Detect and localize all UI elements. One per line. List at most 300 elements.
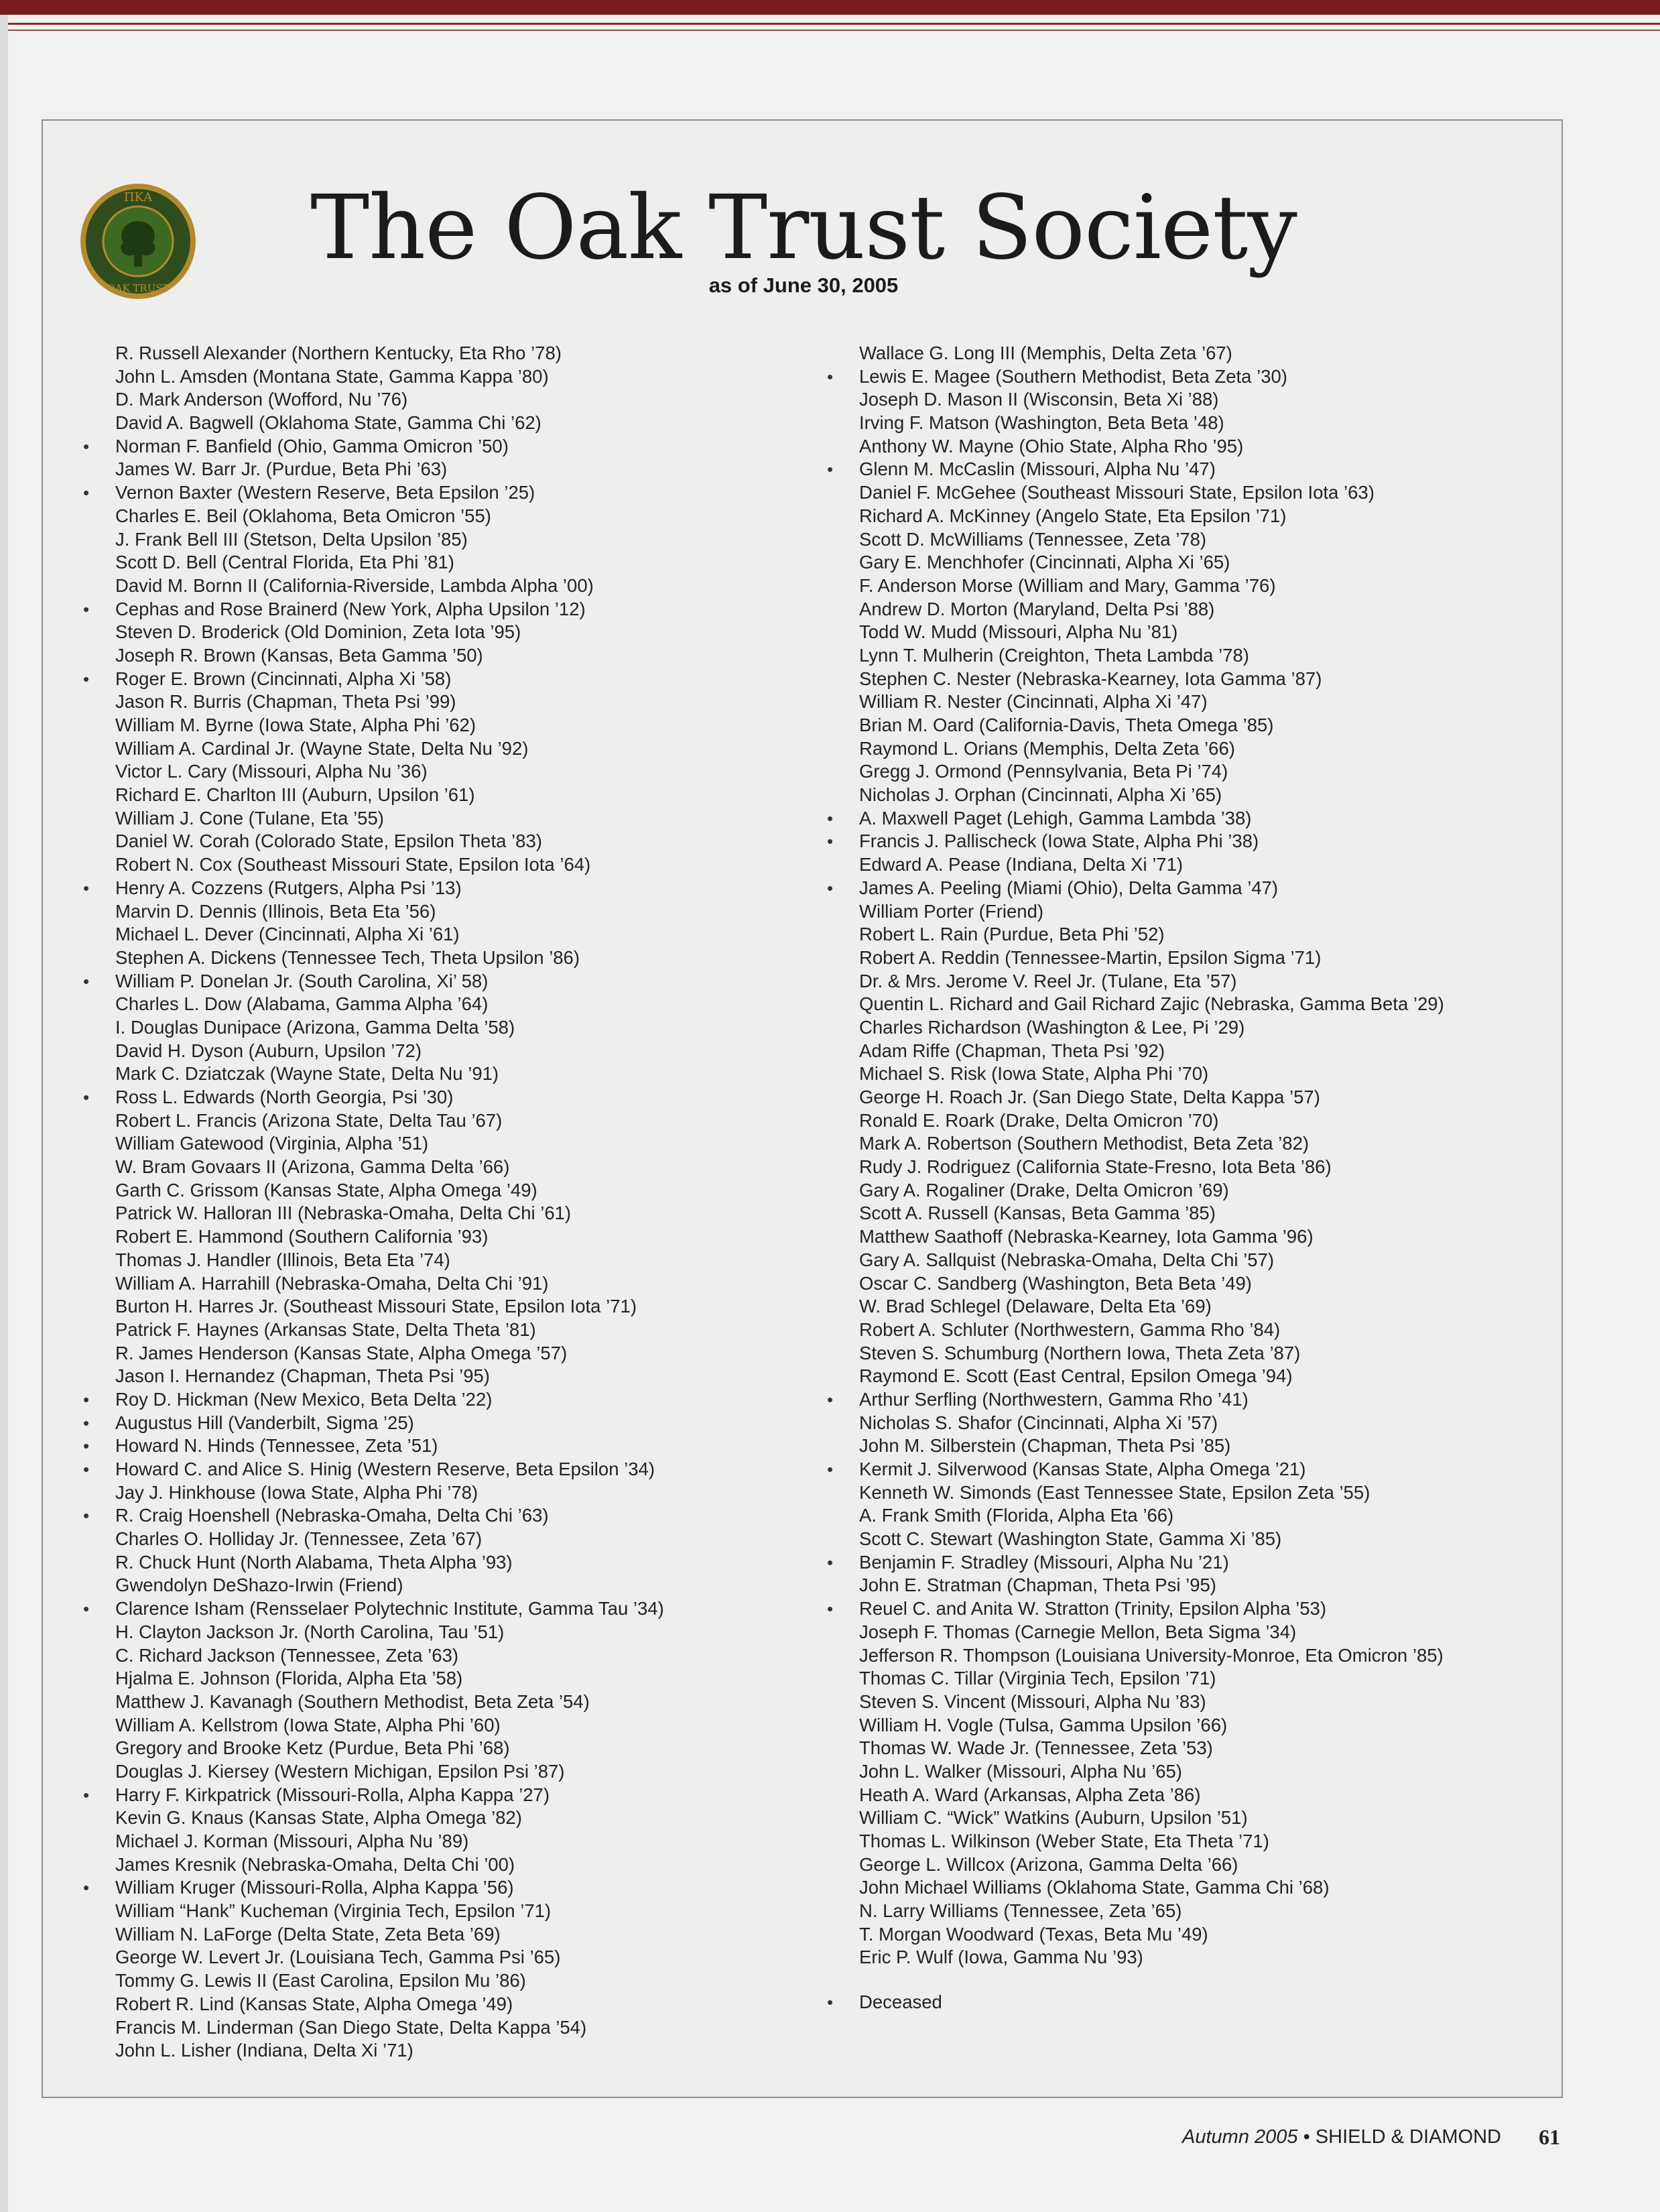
member-name: Patrick F. Haynes (Arkansas State, Delta Theta ’81) (115, 1318, 536, 1340)
member-name: Roy D. Hickman (New Mexico, Beta Delta ’22) (115, 1388, 493, 1410)
member-name: Robert L. Francis (Arizona State, Delta Tau ’67) (115, 1109, 503, 1131)
member-entry (115, 1132, 664, 1156)
member-name: Robert A. Reddin (Tennessee-Martin, Epsilon Sigma ’71) (859, 946, 1322, 968)
page-subtitle: as of June 30, 2005 (708, 273, 899, 297)
member-entry (859, 1434, 1444, 1458)
member-entry (859, 505, 1444, 528)
member-entry (859, 1062, 1444, 1086)
member-entry (859, 1714, 1444, 1737)
member-entry (827, 877, 1444, 900)
member-entry (115, 1806, 664, 1830)
member-entry (115, 528, 664, 552)
member-entry (83, 1412, 664, 1435)
member-name: Francis J. Pallischeck (Iowa State, Alpha Phi ’38) (859, 831, 1259, 852)
member-name: Michael L. Dever (Cincinnati, Alpha Xi ’61) (115, 924, 460, 945)
member-entry (859, 1412, 1444, 1435)
member-name: I. Douglas Dunipace (Arizona, Gamma Delta ’58) (115, 1016, 515, 1038)
member-name: William A. Cardinal Jr. (Wayne State, Delta Nu ’92) (115, 737, 529, 759)
member-entry (115, 1969, 664, 1993)
member-entry (115, 737, 664, 761)
member-name: Arthur Serfling (Northwestern, Gamma Rho ’41) (859, 1388, 1249, 1410)
member-name: James Kresnik (Nebraska-Omaha, Delta Chi ’00) (115, 1853, 515, 1875)
member-name: Matthew Saathoff (Nebraska-Kearney, Iota Gamma ’96) (859, 1226, 1314, 1247)
deceased-bullet-icon: • (83, 436, 90, 456)
member-entry (859, 1109, 1444, 1133)
member-entry (859, 1853, 1444, 1877)
member-entry (115, 1225, 664, 1249)
member-entry (859, 1481, 1444, 1505)
member-entry (115, 644, 664, 668)
member-entry (859, 1156, 1444, 1179)
member-entry (859, 1876, 1444, 1900)
deceased-bullet-icon: • (83, 668, 90, 689)
member-entry (859, 551, 1444, 574)
member-name: Rudy J. Rodriguez (California State-Fresno, Iota Beta ’86) (859, 1156, 1332, 1178)
member-name: C. Richard Jackson (Tennessee, Zeta ’63) (115, 1644, 459, 1666)
member-name: William M. Byrne (Iowa State, Alpha Phi ’62) (115, 715, 476, 735)
member-entry (115, 1040, 664, 1063)
member-entry (859, 1016, 1444, 1040)
deceased-bullet-icon: • (827, 459, 834, 480)
member-name: William Porter (Friend) (859, 900, 1044, 922)
member-name: Raymond E. Scott (East Central, Epsilon Omega ’94) (859, 1365, 1293, 1387)
member-name: Tommy G. Lewis II (East Carolina, Epsilon Mu ’86) (115, 1970, 526, 1991)
member-name: Howard C. and Alice S. Hinig (Western Reserve, Beta Epsilon ’34) (115, 1459, 655, 1479)
legend-label: Deceased (859, 1991, 942, 2012)
member-name: Douglas J. Kiersey (Western Michigan, Epsilon Psi ’87) (115, 1760, 565, 1782)
member-name: Adam Riffe (Chapman, Theta Psi ’92) (859, 1040, 1165, 1061)
member-name: William J. Cone (Tulane, Eta ’55) (115, 807, 384, 828)
member-name: Norman F. Banfield (Ohio, Gamma Omicron ’50) (115, 435, 509, 456)
deceased-bullet-icon: • (83, 483, 90, 503)
member-entry (115, 1714, 664, 1737)
member-entry (83, 668, 664, 691)
member-entry (83, 1086, 664, 1109)
member-entry (83, 1434, 664, 1458)
member-name: Scott C. Stewart (Washington State, Gamma Xi ’85) (859, 1528, 1282, 1550)
member-entry (859, 993, 1444, 1016)
member-name: Richard E. Charlton III (Auburn, Upsilon ’61) (115, 784, 475, 806)
member-name: David M. Bornn II (California-Riverside, Lambda Alpha ’00) (115, 574, 594, 596)
member-name: John L. Lisher (Indiana, Delta Xi ’71) (115, 2040, 413, 2061)
member-entry (859, 1667, 1444, 1691)
member-name: William A. Kellstrom (Iowa State, Alpha Phi ’60) (115, 1714, 501, 1735)
member-list-right (827, 342, 1444, 1969)
member-name: A. Maxwell Paget (Lehigh, Gamma Lambda ’38) (859, 807, 1252, 828)
member-entry (859, 923, 1444, 946)
member-entry (115, 574, 664, 598)
member-entry (859, 435, 1444, 458)
page-number: 61 (1539, 2125, 1560, 2149)
member-name: Lewis E. Magee (Southern Methodist, Beta Zeta ’30) (859, 365, 1287, 387)
page-title: The Oak Trust Society (310, 176, 1297, 280)
member-name: Thomas W. Wade Jr. (Tennessee, Zeta ’53) (859, 1737, 1213, 1759)
member-name: Jay J. Hinkhouse (Iowa State, Alpha Phi ’78) (115, 1481, 478, 1503)
member-name: Victor L. Cary (Missouri, Alpha Nu ’36) (115, 761, 428, 782)
member-entry (83, 1504, 664, 1528)
member-entry (83, 1784, 664, 1807)
member-entry (859, 1900, 1444, 1923)
member-name: Gary A. Sallquist (Nebraska-Omaha, Delta Chi ’57) (859, 1249, 1274, 1270)
member-entry (115, 1342, 664, 1365)
member-name: Irving F. Matson (Washington, Beta Beta ’48) (859, 412, 1224, 434)
member-entry (859, 1691, 1444, 1714)
member-name: George W. Levert Jr. (Louisiana Tech, Gamma Psi ’65) (115, 1947, 561, 1968)
member-name: Todd W. Mudd (Missouri, Alpha Nu ’81) (859, 621, 1178, 643)
member-name: Nicholas S. Shafor (Cincinnati, Alpha Xi ’57) (859, 1412, 1218, 1433)
member-name: Gregory and Brooke Ketz (Purdue, Beta Phi ’68) (115, 1737, 510, 1759)
member-name: Wallace G. Long III (Memphis, Delta Zeta ’67) (859, 343, 1232, 363)
member-name: Glenn M. McCaslin (Missouri, Alpha Nu ’47) (859, 458, 1216, 480)
member-name: Reuel C. and Anita W. Stratton (Trinity, Epsilon Alpha ’53) (859, 1598, 1327, 1619)
member-entry (859, 412, 1444, 435)
member-entry (859, 714, 1444, 737)
member-name: T. Morgan Woodward (Texas, Beta Mu ’49) (859, 1923, 1208, 1945)
member-entry (859, 1086, 1444, 1109)
deceased-bullet-icon: • (83, 1599, 90, 1619)
member-entry (859, 946, 1444, 970)
member-entry (83, 1597, 664, 1621)
member-entry (115, 365, 664, 389)
society-panel (42, 119, 1563, 2098)
member-name: William R. Nester (Cincinnati, Alpha Xi ’47) (859, 691, 1208, 713)
member-list-left (83, 342, 664, 2063)
footer-publication: SHIELD & DIAMOND (1315, 2126, 1501, 2148)
member-name: Hjalma E. Johnson (Florida, Alpha Eta ’58) (115, 1668, 463, 1689)
deceased-bullet-icon: • (83, 1506, 90, 1526)
member-entry (115, 853, 664, 877)
member-name: W. Bram Govaars II (Arizona, Gamma Delta ’66) (115, 1156, 510, 1178)
member-name: D. Mark Anderson (Wofford, Nu ’76) (115, 389, 408, 410)
member-name: Brian M. Oard (California-Davis, Theta Omega ’85) (859, 715, 1274, 735)
member-entry (859, 900, 1444, 924)
deceased-bullet-icon: • (827, 1459, 834, 1479)
member-name: William C. “Wick” Watkins (Auburn, Upsilon ’51) (859, 1807, 1248, 1829)
member-entry (115, 1551, 664, 1575)
member-name: Charles O. Holliday Jr. (Tennessee, Zeta ’67) (115, 1528, 483, 1550)
member-entry (115, 1272, 664, 1296)
member-entry (115, 760, 664, 784)
member-entry (859, 970, 1444, 993)
member-name: Stephen A. Dickens (Tennessee Tech, Theta Upsilon ’86) (115, 946, 580, 968)
member-name: William P. Donelan Jr. (South Carolina, Xi’ 58) (115, 970, 489, 991)
member-entry (115, 2016, 664, 2040)
member-name: W. Brad Schlegel (Delaware, Delta Eta ’69) (859, 1296, 1212, 1317)
member-name: Joseph D. Mason II (Wisconsin, Beta Xi ’88) (859, 389, 1219, 410)
member-entry (115, 1295, 664, 1318)
member-name: R. Russell Alexander (Northern Kentucky, Eta Rho ’78) (115, 343, 562, 363)
deceased-bullet-icon: • (827, 1599, 834, 1619)
member-name: Robert A. Schluter (Northwestern, Gamma Rho ’84) (859, 1318, 1281, 1340)
member-name: Daniel W. Corah (Colorado State, Epsilon Theta ’83) (115, 831, 542, 852)
member-name: Howard N. Hinds (Tennessee, Zeta ’51) (115, 1435, 438, 1457)
member-name: Gary E. Menchhofer (Cincinnati, Alpha Xi ’65) (859, 552, 1230, 573)
member-name: Raymond L. Orians (Memphis, Delta Zeta ’66) (859, 737, 1235, 759)
member-name: Michael J. Korman (Missouri, Alpha Nu ’89) (115, 1831, 469, 1851)
member-entry (859, 1342, 1444, 1365)
member-name: Nicholas J. Orphan (Cincinnati, Alpha Xi ’65) (859, 784, 1222, 806)
member-name: N. Larry Williams (Tennessee, Zeta ’65) (859, 1900, 1182, 1922)
member-name: Robert L. Rain (Purdue, Beta Phi ’52) (859, 924, 1165, 945)
member-entry (115, 458, 664, 481)
member-name: Patrick W. Halloran III (Nebraska-Omaha, Delta Chi ’61) (115, 1203, 572, 1224)
member-name: James W. Barr Jr. (Purdue, Beta Phi ’63) (115, 458, 448, 480)
member-entry (859, 621, 1444, 644)
member-entry (115, 1900, 664, 1923)
member-entry (859, 1806, 1444, 1830)
member-entry (859, 1295, 1444, 1318)
member-name: John M. Silberstein (Chapman, Theta Psi ’85) (859, 1435, 1231, 1457)
member-name: Joseph R. Brown (Kansas, Beta Gamma ’50) (115, 644, 483, 666)
member-entry (859, 1737, 1444, 1760)
member-name: Dr. & Mrs. Jerome V. Reel Jr. (Tulane, Eta ’57) (859, 970, 1237, 991)
deceased-bullet-icon: • (827, 1992, 834, 2012)
member-entry (115, 1318, 664, 1342)
deceased-bullet-icon: • (83, 1459, 90, 1479)
member-entry (115, 1528, 664, 1551)
member-entry (83, 877, 664, 900)
member-name: Lynn T. Mulherin (Creighton, Theta Lambda ’78) (859, 644, 1249, 666)
member-entry (115, 993, 664, 1016)
deceased-bullet-icon: • (83, 877, 90, 898)
member-entry (115, 505, 664, 528)
member-name: Harry F. Kirkpatrick (Missouri-Rolla, Alpha Kappa ’27) (115, 1784, 550, 1805)
member-name: George H. Roach Jr. (San Diego State, Delta Kappa ’57) (859, 1087, 1320, 1107)
member-entry (115, 342, 664, 365)
member-name: James A. Peeling (Miami (Ohio), Delta Gamma ’47) (859, 877, 1279, 898)
member-entry (115, 1667, 664, 1691)
member-entry (859, 690, 1444, 714)
member-entry (83, 598, 664, 621)
member-name: Mark A. Robertson (Southern Methodist, Beta Zeta ’82) (859, 1133, 1310, 1154)
member-entry (827, 458, 1444, 481)
member-entry (115, 900, 664, 924)
member-name: Benjamin F. Stradley (Missouri, Alpha Nu ’21) (859, 1551, 1229, 1573)
member-entry (115, 1202, 664, 1225)
member-name: William A. Harrahill (Nebraska-Omaha, Delta Chi ’91) (115, 1272, 549, 1294)
member-entry (859, 1179, 1444, 1203)
member-name: Charles Richardson (Washington & Lee, Pi ’29) (859, 1016, 1245, 1038)
deceased-bullet-icon: • (83, 1436, 90, 1457)
member-name: Scott D. Bell (Central Florida, Eta Phi ’81) (115, 552, 454, 573)
member-entry (115, 412, 664, 435)
member-entry (115, 1574, 664, 1597)
member-entry (859, 737, 1444, 761)
member-name: Thomas C. Tillar (Virginia Tech, Epsilon ’71) (859, 1668, 1216, 1689)
member-name: Gregg J. Ormond (Pennsylvania, Beta Pi ’74) (859, 761, 1228, 782)
member-entry (83, 1458, 664, 1481)
top-rule (0, 23, 1660, 25)
member-entry (115, 551, 664, 574)
member-entry (859, 1365, 1444, 1388)
member-name: Cephas and Rose Brainerd (New York, Alpha Upsilon ’12) (115, 598, 586, 619)
member-name: R. Chuck Hunt (North Alabama, Theta Alpha ’93) (115, 1551, 513, 1573)
member-name: Stephen C. Nester (Nebraska-Kearney, Iota Gamma ’87) (859, 668, 1322, 689)
member-entry (115, 1016, 664, 1040)
member-name: H. Clayton Jackson Jr. (North Carolina, Tau ’51) (115, 1621, 505, 1642)
member-name: Charles L. Dow (Alabama, Gamma Alpha ’64) (115, 993, 489, 1015)
member-entry (827, 365, 1444, 389)
member-name: Thomas L. Wilkinson (Weber State, Eta Theta ’71) (859, 1831, 1269, 1851)
member-name: Ronald E. Roark (Drake, Delta Omicron ’70) (859, 1109, 1219, 1131)
member-entry (859, 1528, 1444, 1551)
member-name: Jefferson R. Thompson (Louisiana University-Monroe, Eta Omicron ’85) (859, 1644, 1444, 1666)
member-entry (859, 481, 1444, 505)
member-entry (115, 1156, 664, 1179)
member-entry (859, 1923, 1444, 1947)
member-entry (115, 1737, 664, 1760)
deceased-bullet-icon: • (83, 1087, 90, 1107)
member-name: Charles E. Beil (Oklahoma, Beta Omicron ’55) (115, 505, 491, 526)
member-entry (859, 388, 1444, 412)
member-name: Joseph F. Thomas (Carnegie Mellon, Beta Sigma ’34) (859, 1621, 1297, 1642)
member-entry (115, 388, 664, 412)
member-name: David H. Dyson (Auburn, Upsilon ’72) (115, 1040, 422, 1061)
deceased-legend (827, 1991, 942, 2014)
deceased-bullet-icon: • (83, 971, 90, 991)
member-entry (859, 1644, 1444, 1668)
member-name: Eric P. Wulf (Iowa, Gamma Nu ’93) (859, 1947, 1143, 1968)
deceased-bullet-icon: • (83, 599, 90, 619)
member-entry (859, 598, 1444, 621)
member-name: William Gatewood (Virginia, Alpha ’51) (115, 1133, 429, 1154)
deceased-bullet-icon: • (83, 1412, 90, 1433)
member-name: Augustus Hill (Vanderbilt, Sigma ’25) (115, 1412, 414, 1433)
member-entry (115, 1062, 664, 1086)
member-name: Burton H. Harres Jr. (Southeast Missouri State, Epsilon Iota ’71) (115, 1296, 637, 1317)
member-entry (115, 923, 664, 946)
member-name: William Kruger (Missouri-Rolla, Alpha Kappa ’56) (115, 1877, 514, 1898)
member-name: Steven D. Broderick (Old Dominion, Zeta Iota ’95) (115, 621, 521, 643)
member-entry (115, 621, 664, 644)
member-entry (115, 714, 664, 737)
member-entry (83, 435, 664, 458)
member-name: Andrew D. Morton (Maryland, Delta Psi ’88) (859, 598, 1215, 619)
member-entry (115, 1249, 664, 1272)
member-name: Thomas J. Handler (Illinois, Beta Eta ’74) (115, 1249, 450, 1270)
deceased-bullet-icon: • (827, 831, 834, 852)
member-name: Richard A. McKinney (Angelo State, Eta Epsilon ’71) (859, 505, 1287, 526)
member-name: Anthony W. Mayne (Ohio State, Alpha Rho ’95) (859, 435, 1244, 456)
member-name: Robert E. Hammond (Southern California ’93) (115, 1226, 489, 1247)
member-name: William H. Vogle (Tulsa, Gamma Upsilon ’66) (859, 1714, 1228, 1735)
member-name: John Michael Williams (Oklahoma State, Gamma Chi ’68) (859, 1877, 1330, 1898)
member-name: Heath A. Ward (Arkansas, Alpha Zeta ’86) (859, 1784, 1201, 1805)
member-name: John L. Walker (Missouri, Alpha Nu ’65) (859, 1760, 1182, 1782)
member-entry (859, 644, 1444, 668)
member-name: John E. Stratman (Chapman, Theta Psi ’95) (859, 1575, 1216, 1596)
member-entry (859, 574, 1444, 598)
deceased-bullet-icon: • (827, 1389, 834, 1410)
footer-separator: • (1303, 2126, 1310, 2148)
member-entry (115, 1481, 664, 1505)
deceased-bullet-icon: • (83, 1389, 90, 1410)
member-entry (115, 1644, 664, 1668)
member-name: Scott D. McWilliams (Tennessee, Zeta ’78) (859, 528, 1207, 550)
member-name: J. Frank Bell III (Stetson, Delta Upsilon ’85) (115, 528, 468, 550)
member-name: Gary A. Rogaliner (Drake, Delta Omicron ’69) (859, 1179, 1229, 1201)
member-entry (115, 1365, 664, 1388)
member-name: Scott A. Russell (Kansas, Beta Gamma ’85) (859, 1203, 1216, 1224)
member-name: Quentin L. Richard and Gail Richard Zajic (Nebraska, Gamma Beta ’29) (859, 993, 1444, 1015)
member-name: Jason I. Hernandez (Chapman, Theta Psi ’95) (115, 1365, 490, 1387)
member-name: Francis M. Linderman (San Diego State, Delta Kappa ’54) (115, 2016, 587, 2038)
member-entry (115, 1993, 664, 2016)
member-name: John L. Amsden (Montana State, Gamma Kappa ’80) (115, 365, 549, 387)
member-entry (83, 1876, 664, 1900)
member-name: Robert N. Cox (Southeast Missouri State, Epsilon Iota ’64) (115, 854, 591, 875)
member-name: Garth C. Grissom (Kansas State, Alpha Omega ’49) (115, 1179, 537, 1201)
page-footer (1182, 2126, 1501, 2148)
member-name: George L. Willcox (Arizona, Gamma Delta ’66) (859, 1853, 1238, 1875)
member-name: Kermit J. Silverwood (Kansas State, Alpha Omega ’21) (859, 1459, 1306, 1479)
svg-text:OAK TRUST: OAK TRUST (107, 282, 170, 294)
member-name: William “Hank” Kucheman (Virginia Tech, Epsilon ’71) (115, 1900, 552, 1922)
member-name: Marvin D. Dennis (Illinois, Beta Eta ’56) (115, 900, 436, 922)
member-name: Steven S. Vincent (Missouri, Alpha Nu ’83) (859, 1691, 1206, 1712)
member-name: Matthew J. Kavanagh (Southern Methodist, Beta Zeta ’54) (115, 1691, 590, 1712)
member-entry (115, 2039, 664, 2063)
member-entry (115, 690, 664, 714)
deceased-bullet-icon: • (83, 1784, 90, 1805)
member-entry (827, 1458, 1444, 1481)
member-entry (859, 1040, 1444, 1063)
member-name: Steven S. Schumburg (Northern Iowa, Theta Zeta ’87) (859, 1342, 1301, 1363)
member-entry (827, 1597, 1444, 1621)
member-name: Kevin G. Knaus (Kansas State, Alpha Omega ’82) (115, 1807, 522, 1829)
member-entry (859, 668, 1444, 691)
member-name: Vernon Baxter (Western Reserve, Beta Epsilon ’25) (115, 482, 535, 503)
member-entry (115, 784, 664, 807)
member-name: Edward A. Pease (Indiana, Delta Xi ’71) (859, 854, 1184, 875)
member-entry (83, 1388, 664, 1412)
member-name: Daniel F. McGehee (Southeast Missouri State, Epsilon Iota ’63) (859, 482, 1375, 503)
member-entry (859, 1784, 1444, 1807)
top-rule-secondary (0, 29, 1660, 31)
member-entry (115, 1946, 664, 1969)
member-entry (859, 528, 1444, 552)
member-entry (859, 1249, 1444, 1272)
member-entry (859, 1760, 1444, 1784)
footer-issue: Autumn 2005 (1182, 2126, 1298, 2148)
svg-text:ΠΚΑ: ΠΚΑ (123, 190, 153, 204)
member-entry (859, 1574, 1444, 1597)
member-entry (859, 784, 1444, 807)
deceased-bullet-icon: • (827, 366, 834, 387)
member-entry (115, 1691, 664, 1714)
member-entry (827, 1388, 1444, 1412)
member-entry (115, 1621, 664, 1644)
member-entry (115, 1179, 664, 1203)
deceased-bullet-icon: • (827, 877, 834, 898)
member-name: Kenneth W. Simonds (East Tennessee State, Epsilon Zeta ’55) (859, 1481, 1370, 1503)
member-entry (859, 1504, 1444, 1528)
member-name: Mark C. Dziatczak (Wayne State, Delta Nu ’91) (115, 1063, 499, 1085)
member-name: David A. Bagwell (Oklahoma State, Gamma Chi ’62) (115, 412, 541, 434)
member-entry (859, 342, 1444, 365)
page-gutter (0, 15, 8, 2212)
member-name: Ross L. Edwards (North Georgia, Psi ’30) (115, 1087, 454, 1107)
member-entry (115, 1923, 664, 1947)
member-entry (859, 1621, 1444, 1644)
member-entry (115, 1760, 664, 1784)
member-name: Roger E. Brown (Cincinnati, Alpha Xi ’58) (115, 668, 452, 689)
member-entry (859, 853, 1444, 877)
member-name: A. Frank Smith (Florida, Alpha Eta ’66) (859, 1505, 1174, 1526)
member-entry (859, 1272, 1444, 1296)
top-banner (0, 0, 1660, 15)
member-entry (859, 1318, 1444, 1342)
